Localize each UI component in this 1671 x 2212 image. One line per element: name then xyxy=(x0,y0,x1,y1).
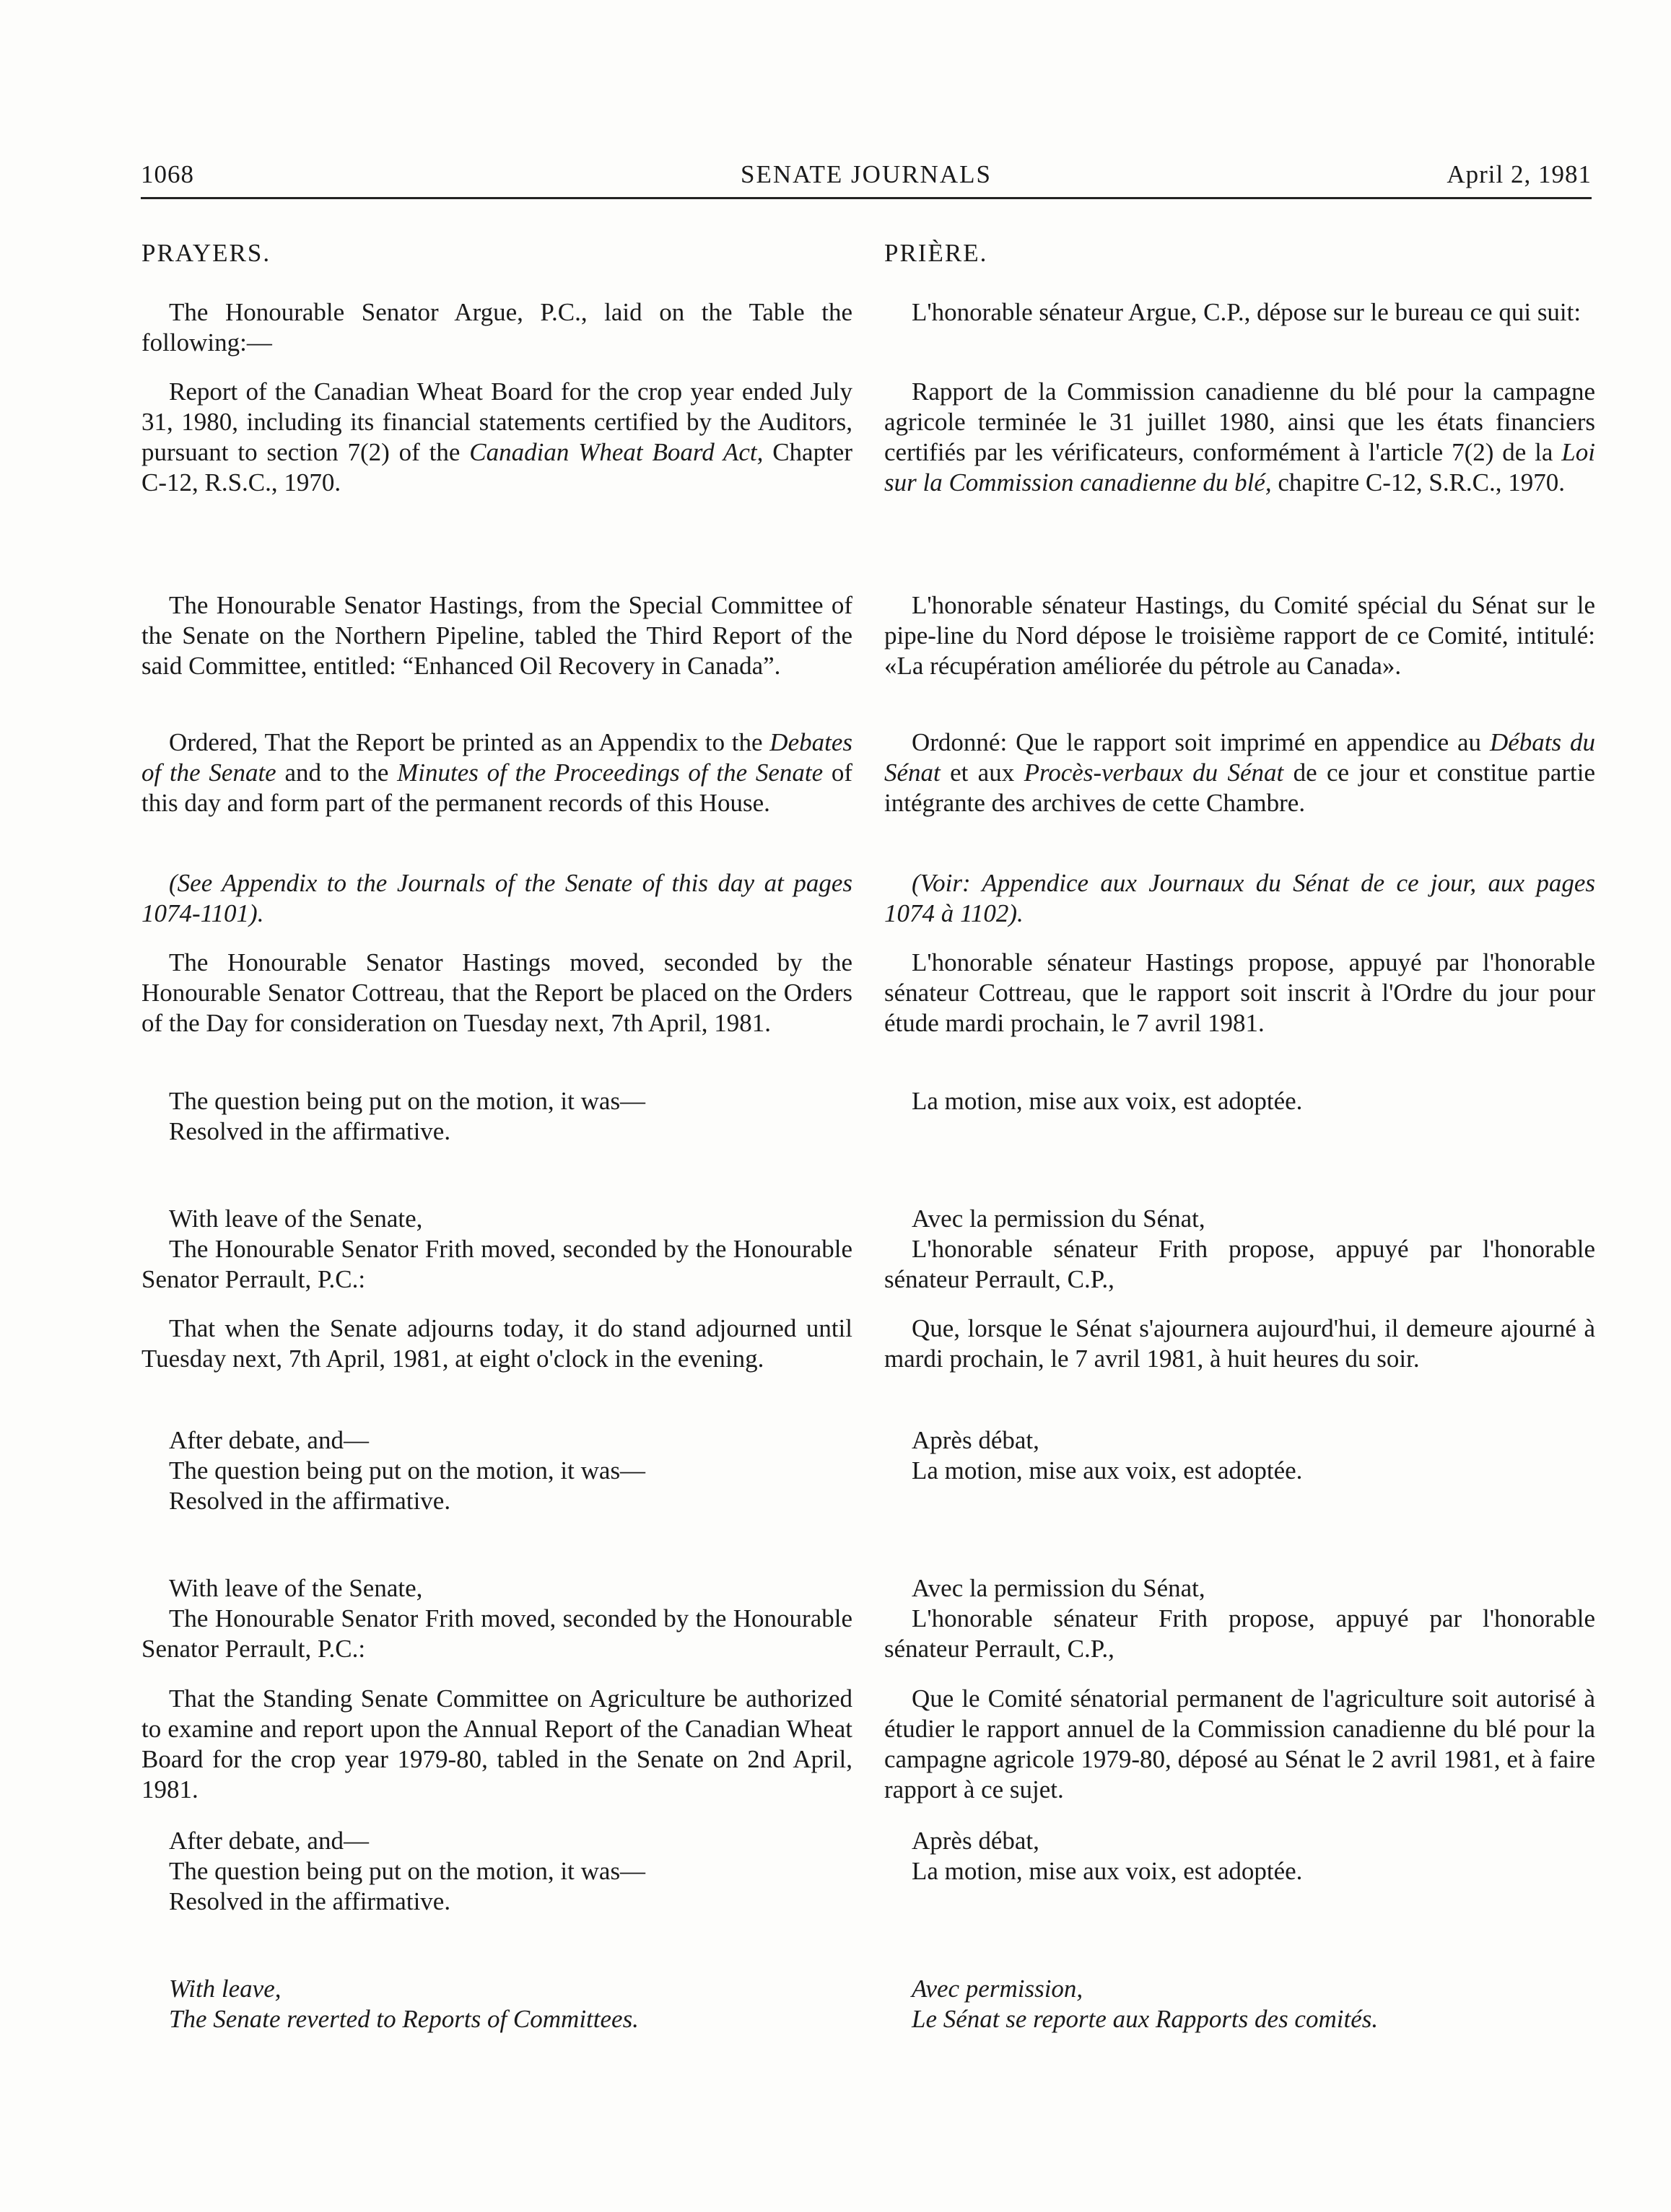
fr-ajourne-motion: Que, lorsque le Sénat s'ajournera aujourd'hui, il demeure ajourné à mardi prochain, le 7 avril 1981, à huit heures du soir. xyxy=(884,1314,1595,1373)
fr-permission-2: Avec la permission du Sénat, xyxy=(912,1574,1205,1602)
en-hastings-tabled: The Honourable Senator Hastings, from the Special Committee of the Senate on the Northern Pipeline, tabled the Third Report of the said Committee, entitled: “Enhanced Oil Recovery in Canada”. xyxy=(141,591,852,680)
en-question-put-3: The question being put on the motion, it was— xyxy=(169,1857,646,1885)
fr-frith-propose-1: L'honorable sénateur Frith propose, appuyé par l'honorable sénateur Perrault, C.P., xyxy=(884,1235,1595,1293)
fr-vote-2 xyxy=(884,1425,1623,1486)
fr-ordonne-debats: Débats du Sénat xyxy=(884,728,1596,787)
page-date: April 2, 1981 xyxy=(1447,160,1592,188)
en-after-debate-1: After debate, and— xyxy=(169,1426,369,1454)
en-argue-report-act: Canadian Wheat Board Act, xyxy=(469,438,764,466)
fr-vote-3 xyxy=(884,1826,1623,1887)
en-frith-motion-1 xyxy=(141,1204,852,1295)
fr-apres-debat-2: Après débat, xyxy=(912,1827,1039,1855)
en-agri-motion: That the Standing Senate Committee on Agriculture be authorized to examine and report upon the Annual Report of the Canadian Wheat Board for the crop year 1979-80, tabled in the Senate on 2nd April, 1981. xyxy=(141,1684,852,1804)
en-reverted xyxy=(141,1974,880,2034)
fr-frith-motion-1 xyxy=(884,1204,1595,1295)
header-rule xyxy=(141,197,1592,199)
fr-reporte xyxy=(884,1974,1623,2034)
en-leave-1: With leave of the Senate, xyxy=(169,1205,423,1233)
en-question-put-2: The question being put on the motion, it was— xyxy=(169,1456,646,1485)
en-argue-intro: The Honourable Senator Argue, P.C., laid on the Table the following:— xyxy=(141,298,852,357)
en-with-leave: With leave, xyxy=(169,1975,282,2003)
fr-hastings-tabled: L'honorable sénateur Hastings, du Comité spécial du Sénat sur le pipe-line du Nord dépose le troisième rapport de ce Comité, intitulé: «La récupération améliorée du pétrole au Canada». xyxy=(884,591,1595,680)
en-frith-moved-1: The Honourable Senator Frith moved, seconded by the Honourable Senator Perrault, P.C.: xyxy=(141,1235,852,1293)
fr-ordonne-text: Ordonné: Que le rapport soit imprimé en appendice au xyxy=(912,728,1490,756)
en-ordered-minutes: Minutes of the Proceedings of the Senate xyxy=(397,759,824,787)
en-vote-3 xyxy=(141,1826,880,1917)
en-argue-report-chapter: Chapter C-12, R.S.C., 1970. xyxy=(141,438,852,497)
en-ordered-and: and to the xyxy=(276,759,398,787)
en-question-put-1: The question being put on the motion, it was— xyxy=(169,1087,646,1115)
fr-ordonne-et: et aux xyxy=(940,759,1024,787)
fr-apres-debat-1: Après débat, xyxy=(912,1426,1039,1454)
en-resolved-2: Resolved in the affirmative. xyxy=(169,1487,451,1515)
en-resolved-1: Resolved in the affirmative. xyxy=(169,1117,451,1145)
journal-title: SENATE JOURNALS xyxy=(741,160,992,188)
prayers-heading: PRAYERS. xyxy=(141,239,271,267)
page-header xyxy=(141,160,1592,198)
priere-heading: PRIÈRE. xyxy=(884,239,988,267)
en-ordered-debates: Debates of the Senate xyxy=(141,728,852,787)
fr-motion-adoptee-3: La motion, mise aux voix, est adoptée. xyxy=(912,1857,1303,1885)
fr-voir-appendice: (Voir: Appendice aux Journaux du Sénat de ce jour, aux pages 1074 à 1102). xyxy=(884,869,1595,927)
fr-motion-adoptee-1: La motion, mise aux voix, est adoptée. xyxy=(912,1087,1303,1115)
fr-argue-report-chapter: chapitre C-12, S.R.C., 1970. xyxy=(1271,468,1566,497)
page-number: 1068 xyxy=(141,160,194,188)
fr-reporte-rapports: Le Sénat se reporte aux Rapports des comités. xyxy=(912,2005,1379,2033)
fr-permission-1: Avec la permission du Sénat, xyxy=(912,1205,1205,1233)
en-frith-moved-2: The Honourable Senator Frith moved, seconded by the Honourable Senator Perrault, P.C.: xyxy=(141,1604,852,1663)
en-ordered-rest: of this day and form part of the permanent records of this House. xyxy=(141,759,853,817)
fr-ordonne-proces: Procès-verbaux du Sénat xyxy=(1024,759,1284,787)
fr-agri-motion: Que le Comité sénatorial permanent de l'agriculture soit autorisé à étudier le rapport annuel de la Commission canadienne du blé pour la campagne agricole 1979-80, déposé au Sénat le 2 avril 1981, et à faire rapport à ce sujet. xyxy=(884,1684,1595,1804)
en-frith-motion-2 xyxy=(141,1573,852,1664)
fr-motion-adoptee-2: La motion, mise aux voix, est adoptée. xyxy=(912,1456,1303,1485)
fr-avec-permission: Avec permission, xyxy=(912,1975,1083,2003)
fr-frith-motion-2 xyxy=(884,1573,1595,1664)
fr-ordonne xyxy=(884,727,1595,818)
fr-argue-report xyxy=(884,377,1595,498)
en-resolved-3: Resolved in the affirmative. xyxy=(169,1887,451,1915)
en-adjourn-motion: That when the Senate adjourns today, it do stand adjourned until Tuesday next, 7th April, 1981, at eight o'clock in the evening. xyxy=(141,1314,852,1373)
fr-argue-intro: L'honorable sénateur Argue, C.P., dépose sur le bureau ce qui suit: xyxy=(912,298,1581,326)
en-hastings-moved: The Honourable Senator Hastings moved, seconded by the Honourable Senator Cottreau, that the Report be placed on the Orders of the Day for consideration on Tuesday next, 7th April, 1981. xyxy=(141,948,852,1037)
fr-ordonne-rest: de ce jour et constitue partie intégrante des archives de cette Chambre. xyxy=(884,759,1596,817)
fr-argue-report-text: Rapport de la Commission canadienne du blé pour la campagne agricole terminée le 31 juillet 1980, ainsi que les états financiers certifiés par les vérificateurs, conformément à l'article 7(2) de la xyxy=(884,377,1595,466)
en-see-appendix: (See Appendix to the Journals of the Senate of this day at pages 1074-1101). xyxy=(141,869,852,927)
en-after-debate-2: After debate, and— xyxy=(169,1827,369,1855)
en-vote-2 xyxy=(141,1425,880,1516)
fr-frith-propose-2: L'honorable sénateur Frith propose, appuyé par l'honorable sénateur Perrault, C.P., xyxy=(884,1604,1595,1663)
en-vote-1 xyxy=(141,1086,880,1147)
fr-argue-report-act: Loi sur la Commission canadienne du blé, xyxy=(884,438,1595,497)
en-leave-2: With leave of the Senate, xyxy=(169,1574,423,1602)
en-argue-report-text: Report of the Canadian Wheat Board for the crop year ended July 31, 1980, including its financial statements certified by the Auditors, pursuant to section 7(2) of the xyxy=(141,377,852,466)
en-ordered-text: Ordered, That the Report be printed as an Appendix to the xyxy=(169,728,770,756)
en-argue-report xyxy=(141,377,852,498)
fr-hastings-propose: L'honorable sénateur Hastings propose, appuyé par l'honorable sénateur Cottreau, que le rapport soit inscrit à l'Ordre du jour pour étude mardi prochain, le 7 avril 1981. xyxy=(884,948,1595,1037)
en-ordered xyxy=(141,727,852,818)
en-reverted-to-reports: The Senate reverted to Reports of Committees. xyxy=(169,2005,639,2033)
